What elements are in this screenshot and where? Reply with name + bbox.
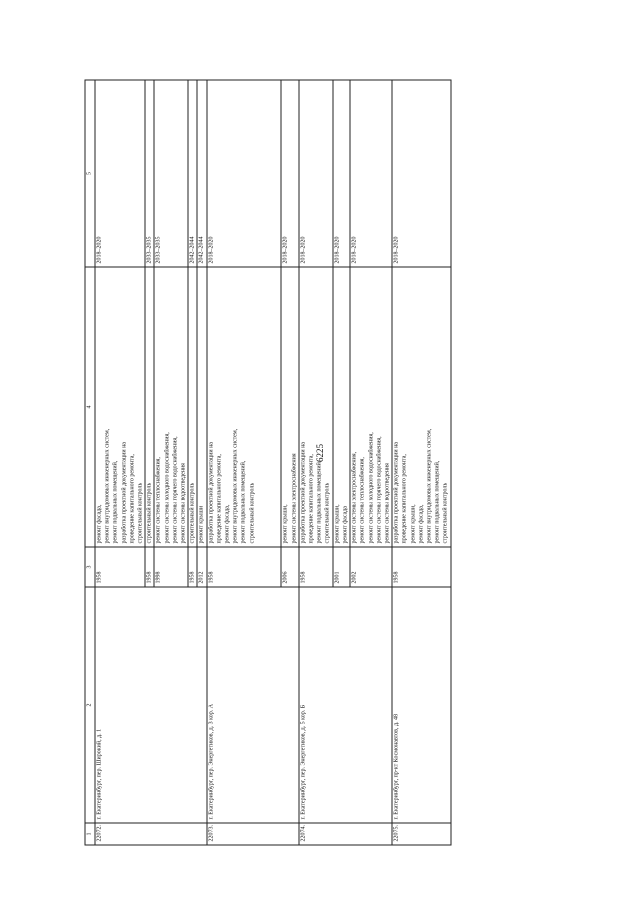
construction-year: 1958 — [392, 547, 450, 587]
repair-work-item: ремонт крыши, — [410, 504, 417, 544]
repair-work-item: ремонт системы горячего водоснабжения, — [172, 436, 179, 544]
construction-year: 2012 — [197, 547, 206, 587]
repair-period: 2018–2020 — [95, 80, 145, 267]
repair-work-item: строительный контроль — [249, 482, 256, 544]
repair-period: 2018–2020 — [281, 80, 298, 267]
repair-work-item: ремонт внутридомовых инженерных систем, — [232, 428, 239, 544]
repair-schedule-table — [85, 80, 452, 846]
repair-work-item: ремонт системы водоотведения — [384, 463, 391, 544]
table-row — [392, 80, 450, 845]
house-address: г. Екатеринбург, пер. Энергетиков, д. 3 кор. А — [207, 587, 299, 823]
repair-works — [188, 267, 197, 547]
repair-work-item: ремонт фасада — [342, 506, 349, 544]
repair-period: 2018–2020 — [333, 80, 350, 267]
repair-work-item: ремонт подвальных помещений, — [316, 460, 323, 544]
record-number: 22073. — [207, 823, 299, 845]
column-header: 2 — [85, 587, 95, 823]
repair-work-item: разработка проектной документации на — [300, 442, 307, 544]
table-row — [95, 80, 145, 845]
repair-work-item: ремонт крыши, — [282, 504, 289, 544]
repair-work-item: строительный контроль — [146, 482, 153, 544]
repair-work-item: ремонт подвальных помещений, — [434, 460, 441, 544]
construction-year: 1958 — [299, 547, 333, 587]
construction-year: 2002 — [350, 547, 392, 587]
construction-year: 1958 — [188, 547, 197, 587]
repair-period: 2033–2035 — [145, 80, 154, 267]
repair-work-item: строительный контроль — [189, 482, 196, 544]
column-header: 4 — [85, 267, 95, 547]
construction-year: 1958 — [145, 547, 154, 587]
repair-works — [350, 267, 392, 547]
table-row — [207, 80, 282, 845]
repair-work-item: ремонт системы холодного водоснабжения, — [368, 432, 374, 544]
repair-work-item: ремонт подвальных помещений, — [240, 460, 247, 544]
repair-work-item: разработка проектной документации на — [393, 442, 400, 544]
repair-works — [333, 267, 350, 547]
repair-works — [207, 267, 282, 547]
house-address: г. Екатеринбург, пер. Энергетиков, д. 5 кор. Б — [299, 587, 392, 823]
construction-year: 2001 — [333, 547, 350, 587]
repair-work-item: ремонт системы электроснабжения — [291, 453, 298, 544]
construction-year: 1998 — [154, 547, 188, 587]
repair-work-item: ремонт фасада, — [96, 504, 103, 544]
construction-year: 2006 — [281, 547, 298, 587]
repair-work-item: ремонт фасада, — [418, 504, 425, 544]
repair-work-item: проведение капитального ремонта, — [401, 454, 408, 544]
repair-period: 2018–2020 — [207, 80, 282, 267]
page-number: 6225 — [315, 444, 325, 462]
repair-work-item: ремонт фасада, — [224, 504, 231, 544]
repair-work-item: ремонт системы горячего водоснабжения, — [376, 436, 383, 544]
repair-work-item: ремонт крыши, — [334, 504, 341, 544]
column-header: 3 — [85, 547, 95, 587]
repair-period: 2018–2020 — [392, 80, 450, 267]
repair-work-item: проведение капитального ремонта, — [216, 454, 223, 544]
column-header: 5 — [85, 80, 95, 267]
table-frame — [85, 81, 580, 846]
repair-work-item: ремонт системы теплоснабжения, — [155, 457, 162, 544]
repair-work-item: проведение капитального ремонта, — [129, 454, 136, 544]
repair-period: 2033–2035 — [154, 80, 188, 267]
repair-period: 2018–2020 — [299, 80, 333, 267]
repair-works — [154, 267, 188, 547]
repair-work-item: строительный контроль — [324, 482, 331, 544]
repair-work-item — [265, 271, 273, 544]
repair-works — [197, 267, 206, 547]
repair-works — [392, 267, 450, 547]
repair-work-item: ремонт системы водоотведения — [180, 463, 187, 544]
repair-work-item — [256, 271, 264, 544]
repair-works — [281, 267, 298, 547]
table-row — [299, 80, 333, 845]
repair-work-item: ремонт системы электроснабжения, — [351, 451, 358, 544]
repair-work-item: ремонт подвальных помещений, — [112, 460, 119, 544]
repair-period: 2018–2020 — [350, 80, 392, 267]
repair-work-item: ремонт крыши — [198, 505, 205, 544]
construction-year: 1958 — [95, 547, 145, 587]
construction-year: 1958 — [207, 547, 282, 587]
record-number: 22075. — [392, 823, 450, 845]
repair-work-item: ремонт внутридомовых инженерных систем, — [104, 428, 111, 544]
repair-work-item: ремонт системы холодного водоснабжения, — [164, 432, 171, 544]
repair-work-item: разработка проектной документации на — [121, 442, 128, 544]
record-number: 22074. — [299, 823, 392, 845]
repair-work-item: ремонт системы теплоснабжения, — [359, 457, 366, 544]
house-address: г. Екатеринбург, пр-кт Космонавтов, д. 48 — [392, 587, 450, 823]
repair-work-item: проведение капитального ремонта, — [308, 454, 315, 544]
record-number: 22072. — [95, 823, 207, 845]
repair-works — [95, 267, 145, 547]
column-header: 1 — [85, 823, 95, 845]
column-number-row — [85, 80, 95, 845]
repair-work-item: строительный контроль — [137, 482, 144, 544]
repair-work-item: ремонт внутридомовых инженерных систем, — [426, 428, 433, 544]
repair-works — [299, 267, 333, 547]
repair-work-item — [273, 271, 281, 544]
repair-period: 2042–2044 — [197, 80, 206, 267]
repair-work-item: строительный контроль — [442, 482, 449, 544]
repair-works — [145, 267, 154, 547]
repair-work-item: разработка проектной документации на — [208, 442, 215, 544]
house-address: г. Екатеринбург, пер. Широкий, д. 1 — [95, 587, 207, 823]
repair-period: 2042–2044 — [188, 80, 197, 267]
